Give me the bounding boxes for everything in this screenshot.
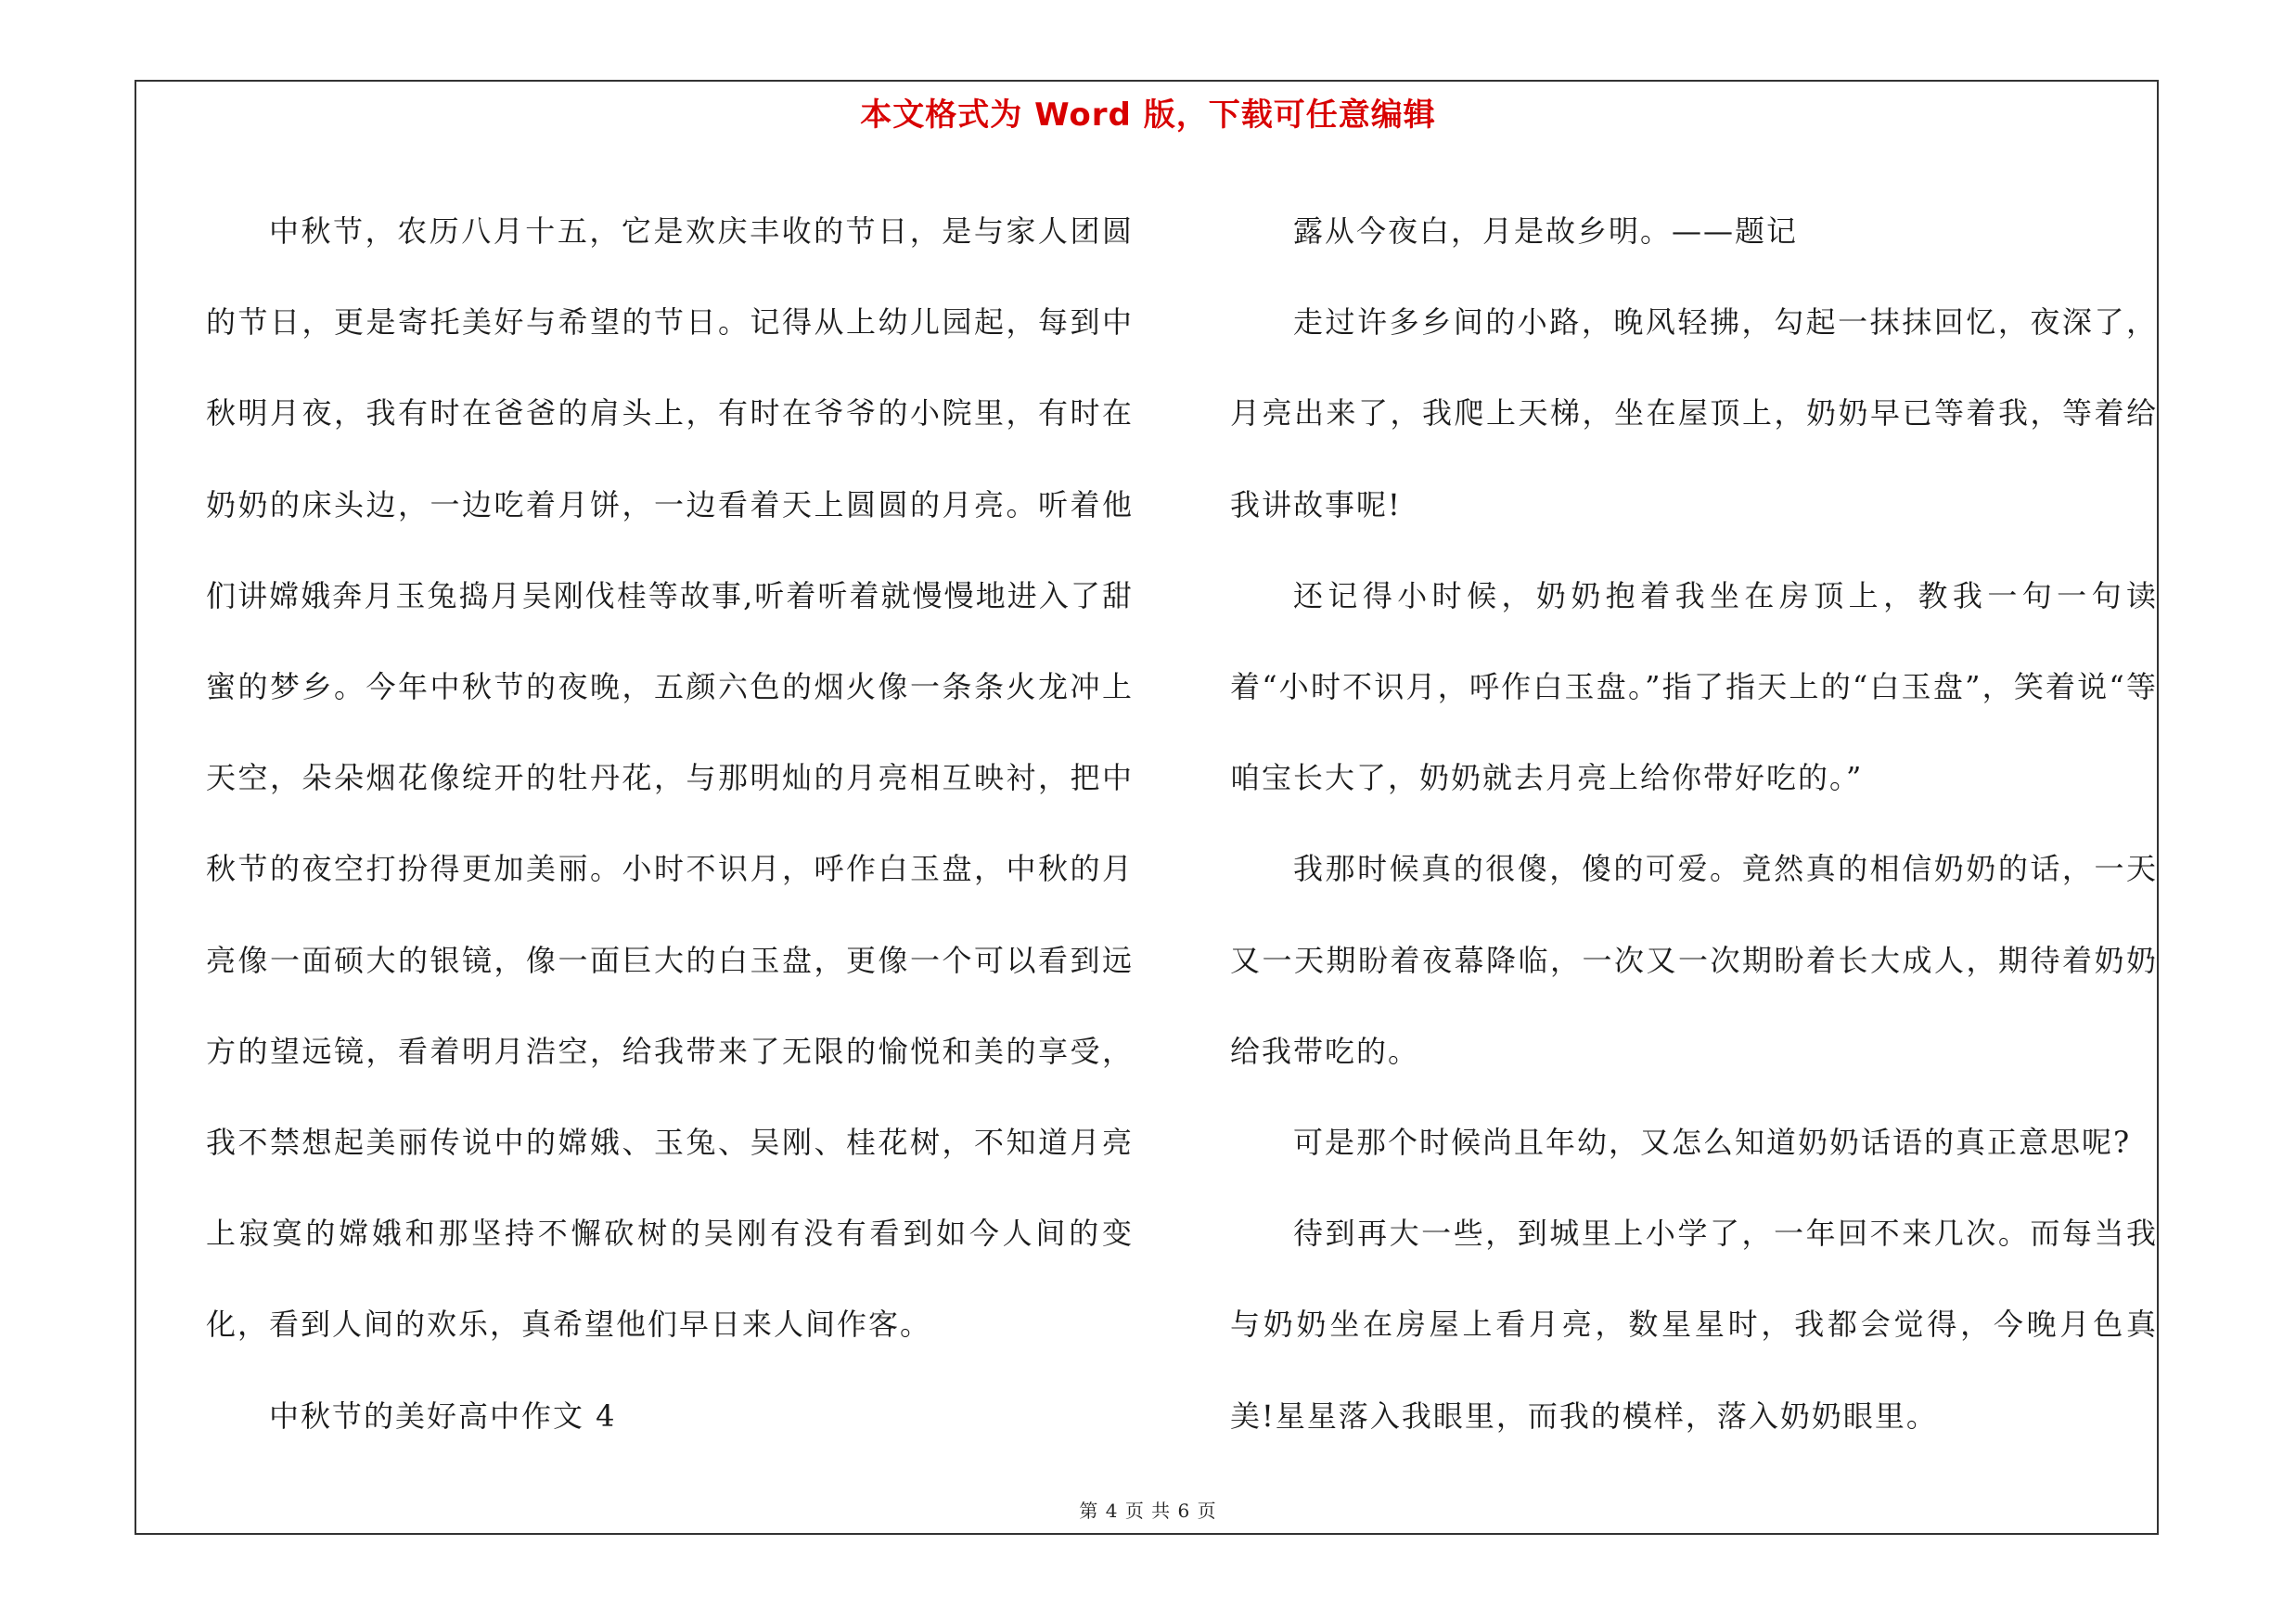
body-paragraph: 走过许多乡间的小路，晚风轻拂，勾起一抹抹回忆，夜深了，月亮出来了，我爬上天梯，坐在屋顶上，奶奶早已等着我，等着给我讲故事呢!: [1230, 304, 2158, 522]
left-text-column: [206, 186, 1134, 1462]
body-paragraph: 还记得小时候，奶奶抱着我坐在房顶上，教我一句一句读着“小时不识月，呼作白玉盘。”指了指天上的“白玉盘”，笑着说“等咱宝长大了，奶奶就去月亮上给你带好吃的。”: [1230, 577, 2158, 796]
body-paragraph: 我那时候真的很傻，傻的可爱。竟然真的相信奶奶的话，一天又一天期盼着夜幕降临，一次又一次期盼着长大成人，期待着奶奶给我带吃的。: [1230, 851, 2158, 1069]
right-text-column: [1230, 186, 2158, 1462]
essay-subheading: 中秋节的美好高中作文 4: [269, 1398, 617, 1434]
format-notice-header: 本文格式为 Word 版，下载可任意编辑: [860, 97, 1436, 134]
body-paragraph: 中秋节，农历八月十五，它是欢庆丰收的节日，是与家人团圆的节日，更是寄托美好与希望的节日。记得从上幼儿园起，每到中秋明月夜，我有时在爸爸的肩头上，有时在爷爷的小院里，有时在奶奶的床头边，一边吃着月饼，一边看着天上圆圆的月亮。听着他们讲嫦娥奔月玉兔捣月吴刚伐桂等故事,听着听着就慢慢地进入了甜蜜的梦乡。今年中秋节的夜晚，五颜六色的烟火像一条条火龙冲上天空，朵朵烟花像绽开的牡丹花，与那明灿的月亮相互映衬，把中秋节的夜空打扮得更加美丽。小时不识月，呼作白玉盘，中秋的月亮像一面硕大的银镜，像一面巨大的白玉盘，更像一个可以看到远方的望远镜，看着明月浩空，给我带来了无限的愉悦和美的享受，我不禁想起美丽传说中的嫦娥、玉兔、吴刚、桂花树，不知道月亮上寂寞的嫦娥和那坚持不懈砍树的吴刚有没有看到如今人间的变化，看到人间的欢乐，真希望他们早日来人间作客。: [206, 213, 1134, 1343]
body-paragraph: 可是那个时候尚且年幼，又怎么知道奶奶话语的真正意思呢?: [1293, 1125, 2132, 1161]
body-paragraph: 待到再大一些，到城里上小学了，一年回不来几次。而每当我与奶奶坐在房屋上看月亮，数星星时，我都会觉得，今晚月色真美!星星落入我眼里，而我的模样，落入奶奶眼里。: [1230, 1216, 2158, 1434]
epigraph-paragraph: 露从今夜白，月是故乡明。——题记: [1293, 213, 1799, 249]
page-number-footer: 第 4 页 共 6 页: [1079, 1500, 1217, 1522]
